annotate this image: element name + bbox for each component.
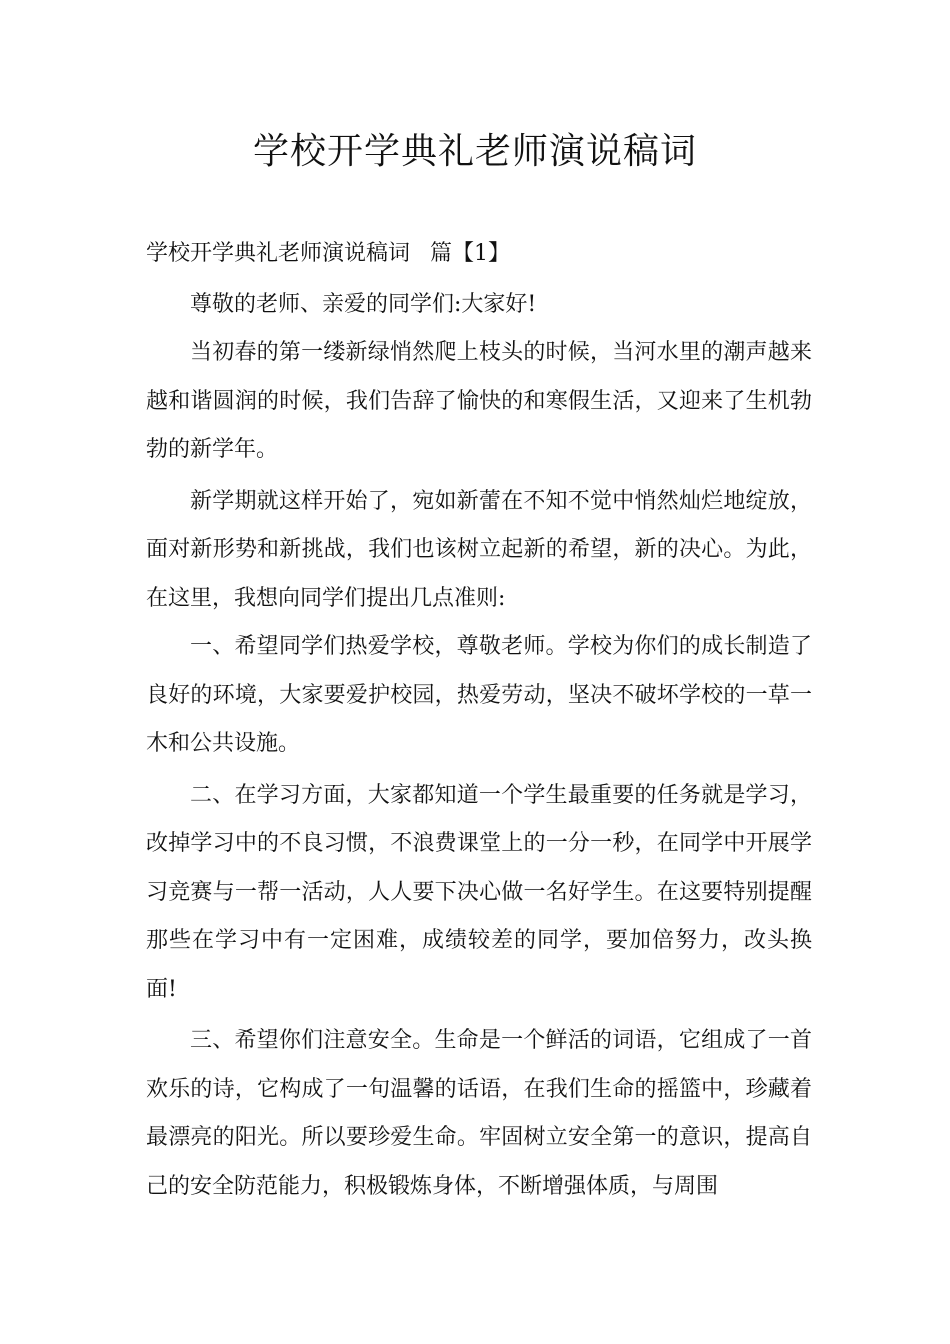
paragraph-point-one: 一、希望同学们热爱学校，尊敬老师。学校为你们的成长制造了良好的环境，大家要爱护校园，热爱劳动，坚决不破坏学校的一草一木和公共设施。 [146,634,812,756]
document-title: 学校开学典礼老师演说稿词 [252,131,697,172]
paragraph-point-three: 三、希望你们注意安全。生命是一个鲜活的词语，它组成了一首欢乐的诗，它构成了一句温馨的话语，在我们生命的摇篮中，珍藏着最漂亮的阳光。所以要珍爱生命。牢固树立安全第一的意识，提高自己的安全防范能力，积极锻炼身体，不断增强体质，与周围 [146,1028,812,1199]
paragraph-intro: 当初春的第一缕新绿悄然爬上枝头的时候，当河水里的潮声越来越和谐圆润的时候，我们告辞了愉快的和寒假生活，又迎来了生机勃勃的新学年。 [146,340,812,462]
paragraph-greeting: 尊敬的老师、亲爱的同学们:大家好! [190,291,537,317]
paragraph-new-term: 新学期就这样开始了，宛如新蕾在不知不觉中悄然灿烂地绽放，面对新形势和新挑战，我们也该树立起新的希望，新的决心。为此，在这里，我想向同学们提出几点准则: [146,488,812,611]
paragraph-point-two: 二、在学习方面，大家都知道一个学生最重要的任务就是学习，改掉学习中的不良习惯，不浪费课堂上的一分一秒，在同学中开展学习竞赛与一帮一活动，人人要下决心做一名好学生。在这要特别提醒那些在学习中有一定困难，成绩较差的同学，要加倍努力，改头换面! [146,782,812,1002]
section-heading [146,230,812,279]
section-heading-text: 学校开学典礼老师演说稿词 [146,241,411,266]
document-body [146,230,812,1211]
section-number: 篇【1】 [430,241,511,266]
